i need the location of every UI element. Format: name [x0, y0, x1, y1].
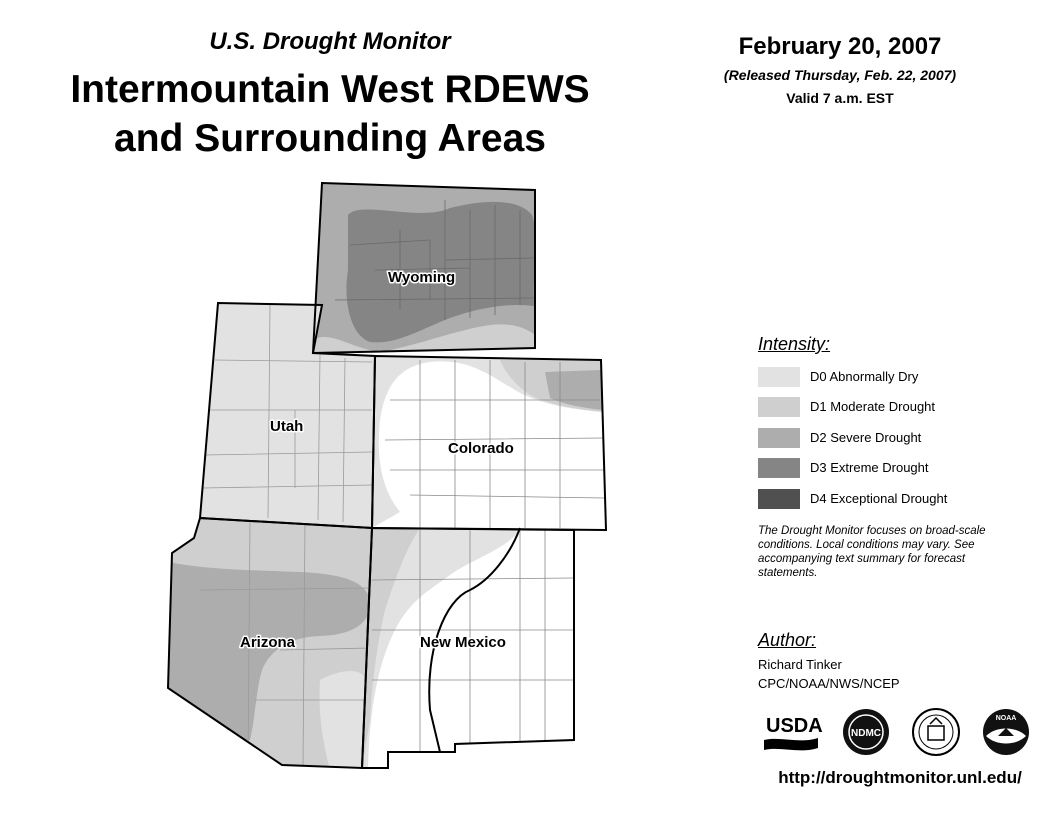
- usda-logo: [764, 715, 823, 750]
- map-subtitle: U.S. Drought Monitor: [209, 28, 451, 55]
- release-note: (Released Thursday, Feb. 22, 2007): [723, 67, 957, 83]
- author-org: CPC/NOAA/NWS/NCEP: [758, 676, 900, 691]
- map-date: February 20, 2007: [738, 33, 942, 60]
- label-utah: Utah: [270, 418, 304, 435]
- author-heading: Author:: [758, 630, 817, 650]
- disclaimer-text: The Drought Monitor focuses on broad-scale conditions. Local conditions may vary. See accompanying text summary for forecast statements.: [758, 525, 986, 579]
- legend-label: D4 Exceptional Drought: [810, 491, 948, 506]
- legend-label: D1 Moderate Drought: [810, 399, 936, 414]
- doc-seal-logo: [913, 709, 959, 755]
- label-new-mexico: New Mexico: [420, 634, 506, 651]
- map-title-line2: and Surrounding Areas: [114, 117, 546, 160]
- legend-swatch: [758, 367, 800, 387]
- usda-logo-text: USDA: [766, 715, 823, 737]
- legend-swatch: [758, 397, 800, 417]
- label-arizona: Arizona: [240, 634, 296, 651]
- legend-label: D2 Severe Drought: [810, 430, 922, 445]
- agency-logos: [760, 706, 1050, 758]
- legend-label: D3 Extreme Drought: [810, 460, 929, 475]
- noaa-logo-text: NOAA: [995, 715, 1017, 722]
- ndmc-logo-text: NDMC: [851, 728, 881, 739]
- legend-label: D0 Abnormally Dry: [810, 369, 919, 384]
- noaa-logo: [983, 709, 1029, 755]
- label-wyoming: Wyoming: [388, 269, 456, 286]
- valid-time: Valid 7 a.m. EST: [786, 90, 894, 106]
- legend-swatch: [758, 428, 800, 448]
- website-url[interactable]: http://droughtmonitor.unl.edu/: [778, 768, 1022, 787]
- map-title-line1: Intermountain West RDEWS: [70, 68, 590, 111]
- legend-swatch: [758, 489, 800, 509]
- author-name: Richard Tinker: [758, 657, 842, 672]
- ndmc-logo: [843, 709, 889, 755]
- legend-heading: Intensity:: [758, 334, 831, 354]
- legend-swatch: [758, 458, 800, 478]
- label-colorado: Colorado: [448, 440, 514, 457]
